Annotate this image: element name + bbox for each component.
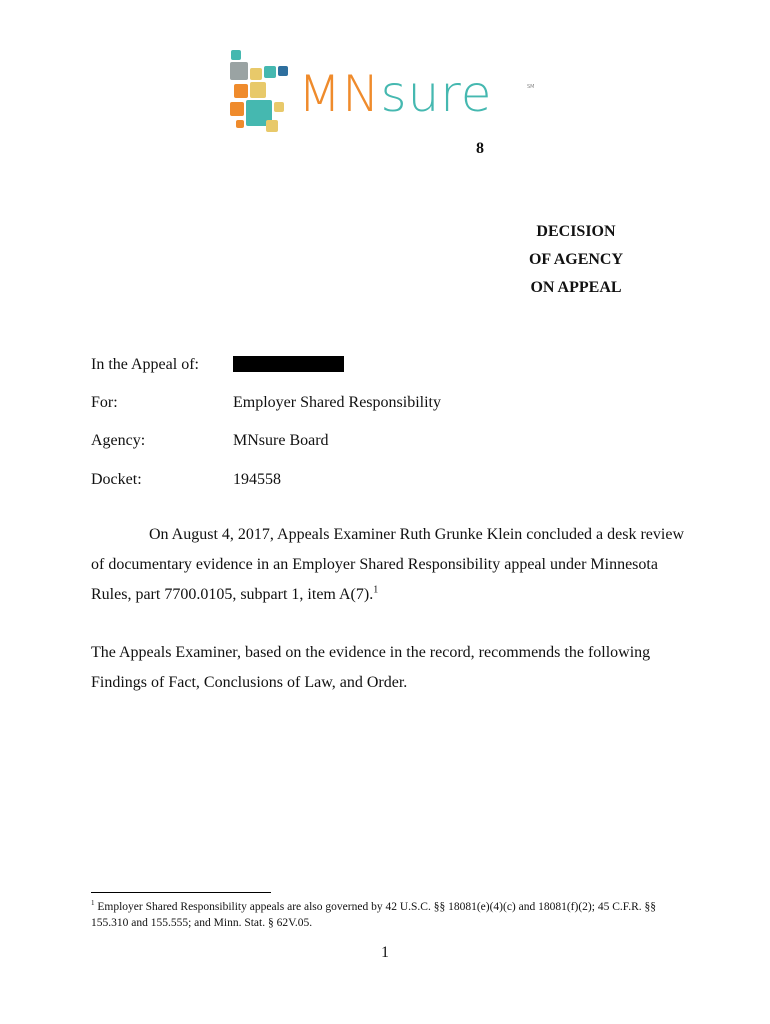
docket-value: 194558	[233, 471, 281, 488]
body-paragraph-2: The Appeals Examiner, based on the evidence in the record, recommends the following Findings of Fact, Conclusions of Law, and Order.	[91, 644, 651, 691]
footnote-divider	[91, 892, 271, 893]
mnsure-logo	[226, 46, 536, 136]
logo-service-mark: SM	[527, 84, 535, 90]
footnote-marker: 1	[91, 899, 95, 908]
docket-label: Docket:	[91, 471, 142, 488]
logo-text-mn: MN	[298, 65, 381, 123]
logo-wordmark	[298, 64, 493, 124]
for-value: Employer Shared Responsibility	[233, 394, 441, 411]
footnote-ref[interactable]: 1	[373, 584, 379, 596]
title-line-3: ON APPEAL	[530, 279, 622, 296]
for-label: For:	[91, 394, 118, 411]
document-title	[496, 218, 656, 302]
logo-text-sure: sure	[380, 65, 493, 123]
redacted-name	[233, 356, 344, 372]
para1-text: On August 4, 2017, Appeals Examiner Ruth Grunke Klein concluded a desk review of documentary evidence in an Employer Shared Responsibility appeal under Minnesota Rules, part 7700.0105, subpart 1, item A(7).	[91, 526, 684, 603]
header-number: 8	[476, 140, 484, 157]
page-number: 1	[381, 944, 389, 961]
title-line-1: DECISION	[536, 223, 616, 240]
footnote-text: Employer Shared Responsibility appeals are also governed by 42 U.S.C. §§ 18081(e)(4)(c) and 18081(f)(2); 45 C.F.R. §§ 155.310 and 155.555; and Minn. Stat. § 62V.05.	[91, 901, 657, 929]
appeal-label: In the Appeal of:	[91, 356, 199, 373]
footnote	[91, 899, 681, 931]
agency-value: MNsure Board	[233, 432, 329, 449]
title-line-2: OF AGENCY	[528, 251, 624, 268]
agency-label: Agency:	[91, 432, 146, 449]
body-paragraph-1	[91, 520, 691, 610]
